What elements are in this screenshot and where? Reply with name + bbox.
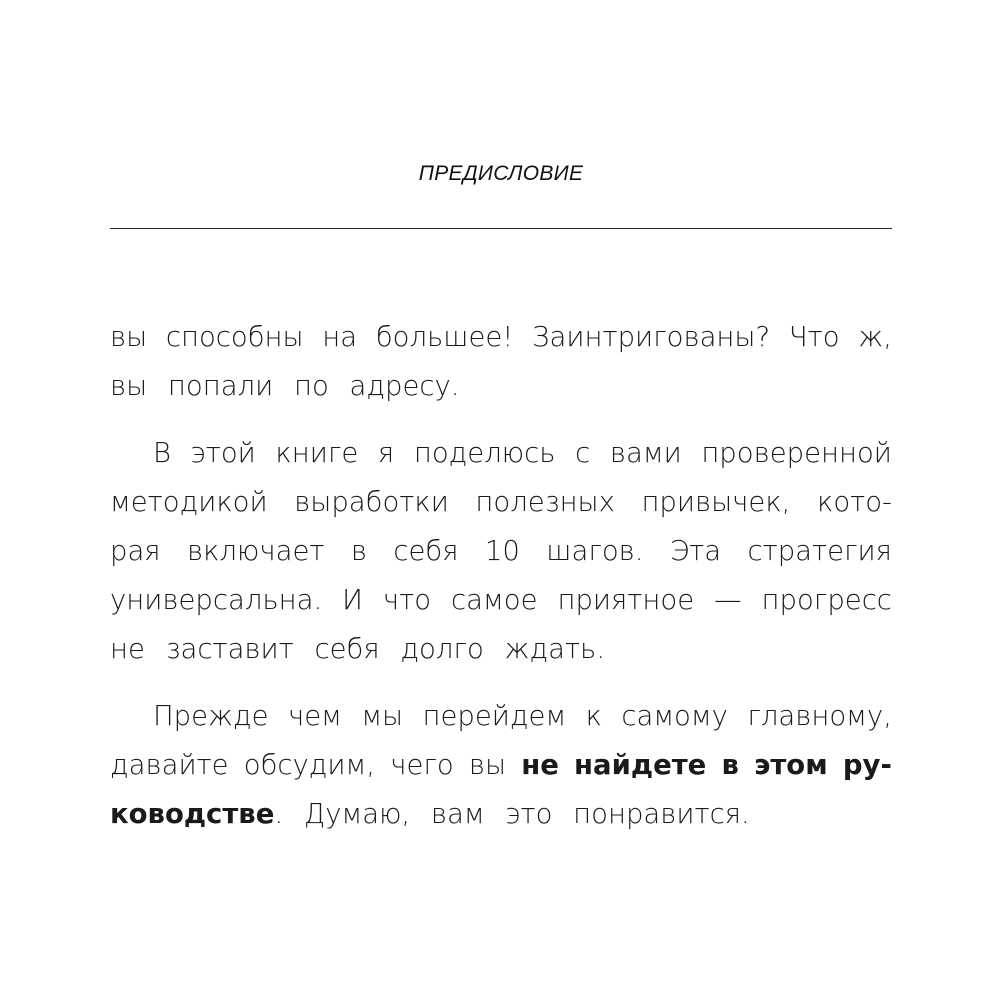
text-line [110,432,892,481]
word: кото- [816,486,892,518]
word: — [714,584,742,616]
text-line [110,579,892,628]
word: выработки [294,486,449,518]
word: Что [788,321,840,353]
word: способны [165,321,304,353]
emphasis-word: найдете [574,749,707,781]
word: Прежде [153,700,269,732]
word: прогресс [761,584,892,616]
word: мы [361,700,404,732]
word: обсудим, [243,749,376,781]
word: что [382,584,432,616]
text-line [110,793,892,842]
emphasis-word: этом [754,749,828,781]
word: вы [468,749,507,781]
word: этой [190,437,256,469]
text-line [110,365,892,414]
running-head-title: ПРЕДИСЛОВИЕ [418,162,584,185]
emphasis-word: не [521,749,559,781]
word: полезных [475,486,615,518]
word: не [110,633,145,665]
word: Эта [669,535,722,567]
word: книге [275,437,359,469]
word: адресу. [349,370,460,402]
text-line [110,530,892,579]
word: 10 [484,535,520,567]
body-text [110,316,892,842]
word: заставит [165,633,294,665]
word: это [505,798,553,830]
word: привычек, [641,486,791,518]
word: методикой [110,486,268,518]
word: . [274,798,284,830]
word: давайте [110,749,229,781]
word: стратегия [747,535,892,567]
word: самое [451,584,538,616]
word: чего [390,749,454,781]
word: долго [400,633,484,665]
word: попали [167,370,274,402]
word: приятное [557,584,695,616]
word: с [575,437,591,469]
word: понравится. [573,798,750,830]
word: Думаю, [303,798,411,830]
word: проверенной [701,437,892,469]
word: вы [110,370,148,402]
text-line [110,744,892,793]
word: к [585,700,602,732]
word: главному, [747,700,892,732]
word: И [342,584,363,616]
word: ждать. [504,633,606,665]
word: вами [609,437,682,469]
word: перейдем [422,700,567,732]
word: вы [110,321,148,353]
emphasis-word: ководстве [110,798,275,830]
word: рая [110,535,161,567]
word: себя [314,633,380,665]
word: ж, [858,321,892,353]
word: на [322,321,358,353]
word: я [377,437,395,469]
emphasis-word: в [721,749,739,781]
text-line [110,628,892,677]
word: универсальна. [110,584,323,616]
word: Заинтригованы? [532,321,771,353]
text-line [110,316,892,365]
word: поделюсь [413,437,556,469]
word: самому [621,700,728,732]
word: В [153,437,172,469]
text-line [110,481,892,530]
word: большее! [375,321,514,353]
word: шагов. [546,535,644,567]
word: по [293,370,329,402]
header-rule [110,228,892,229]
text-line [110,695,892,744]
word: себя [393,535,459,567]
word: вам [430,798,485,830]
word: в [350,535,367,567]
word: включает [186,535,325,567]
emphasis-word: ру- [842,749,892,781]
word: чем [287,700,342,732]
